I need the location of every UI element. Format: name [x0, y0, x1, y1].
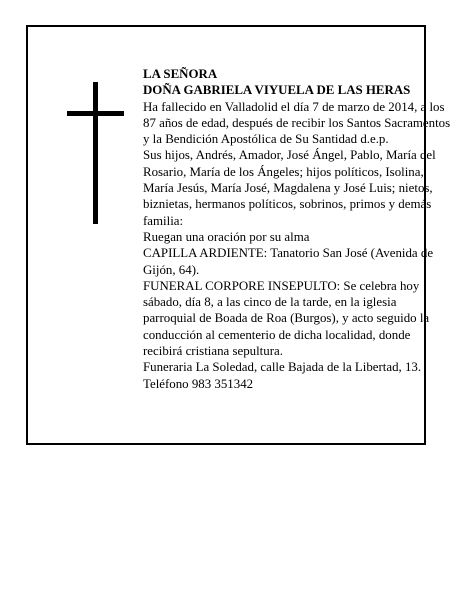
family-list: Sus hijos, Andrés, Amador, José Ángel, Pablo, María del Rosario, María de los Ángeles; hijos políticos, Isolina, María Jesús, María José, Magdalena y José Luis; nietos, biznietas, hermanos políticos, sobrinos, primos y demás familia:	[143, 148, 436, 228]
funeral-info: FUNERAL CORPORE INSEPULTO: Se celebra hoy sábado, día 8, a las cinco de la tarde, en la iglesia parroquial de Boada de Roa (Burgos), y acto seguido la conducción al cementerio de dicha localidad, donde recibirá cristiana sepultura.	[143, 278, 430, 359]
cross-horizontal-bar	[67, 111, 124, 116]
chapel-info: CAPILLA ARDIENTE: Tanatorio San José (Avenida de Gijón, 64).	[143, 246, 434, 277]
death-announcement: Ha fallecido en Valladolid el día 7 de marzo de 2014, a los 87 años de edad, después de recibir los Santos Sacramentos y la Bendición Apostólica de Su Santidad d.e.p.	[143, 99, 451, 147]
deceased-name: DOÑA GABRIELA VIYUELA DE LAS HERAS	[143, 83, 411, 98]
obituary-frame	[26, 25, 451, 445]
title-line: LA SEÑORA	[143, 67, 218, 81]
prayer-request: Ruegan una oración por su alma	[143, 229, 310, 244]
cross-vertical-bar	[93, 82, 98, 224]
obituary-text	[143, 66, 451, 392]
funeral-home-info: Funeraria La Soledad, calle Bajada de la Libertad, 13. Teléfono 983 351342	[143, 360, 422, 391]
